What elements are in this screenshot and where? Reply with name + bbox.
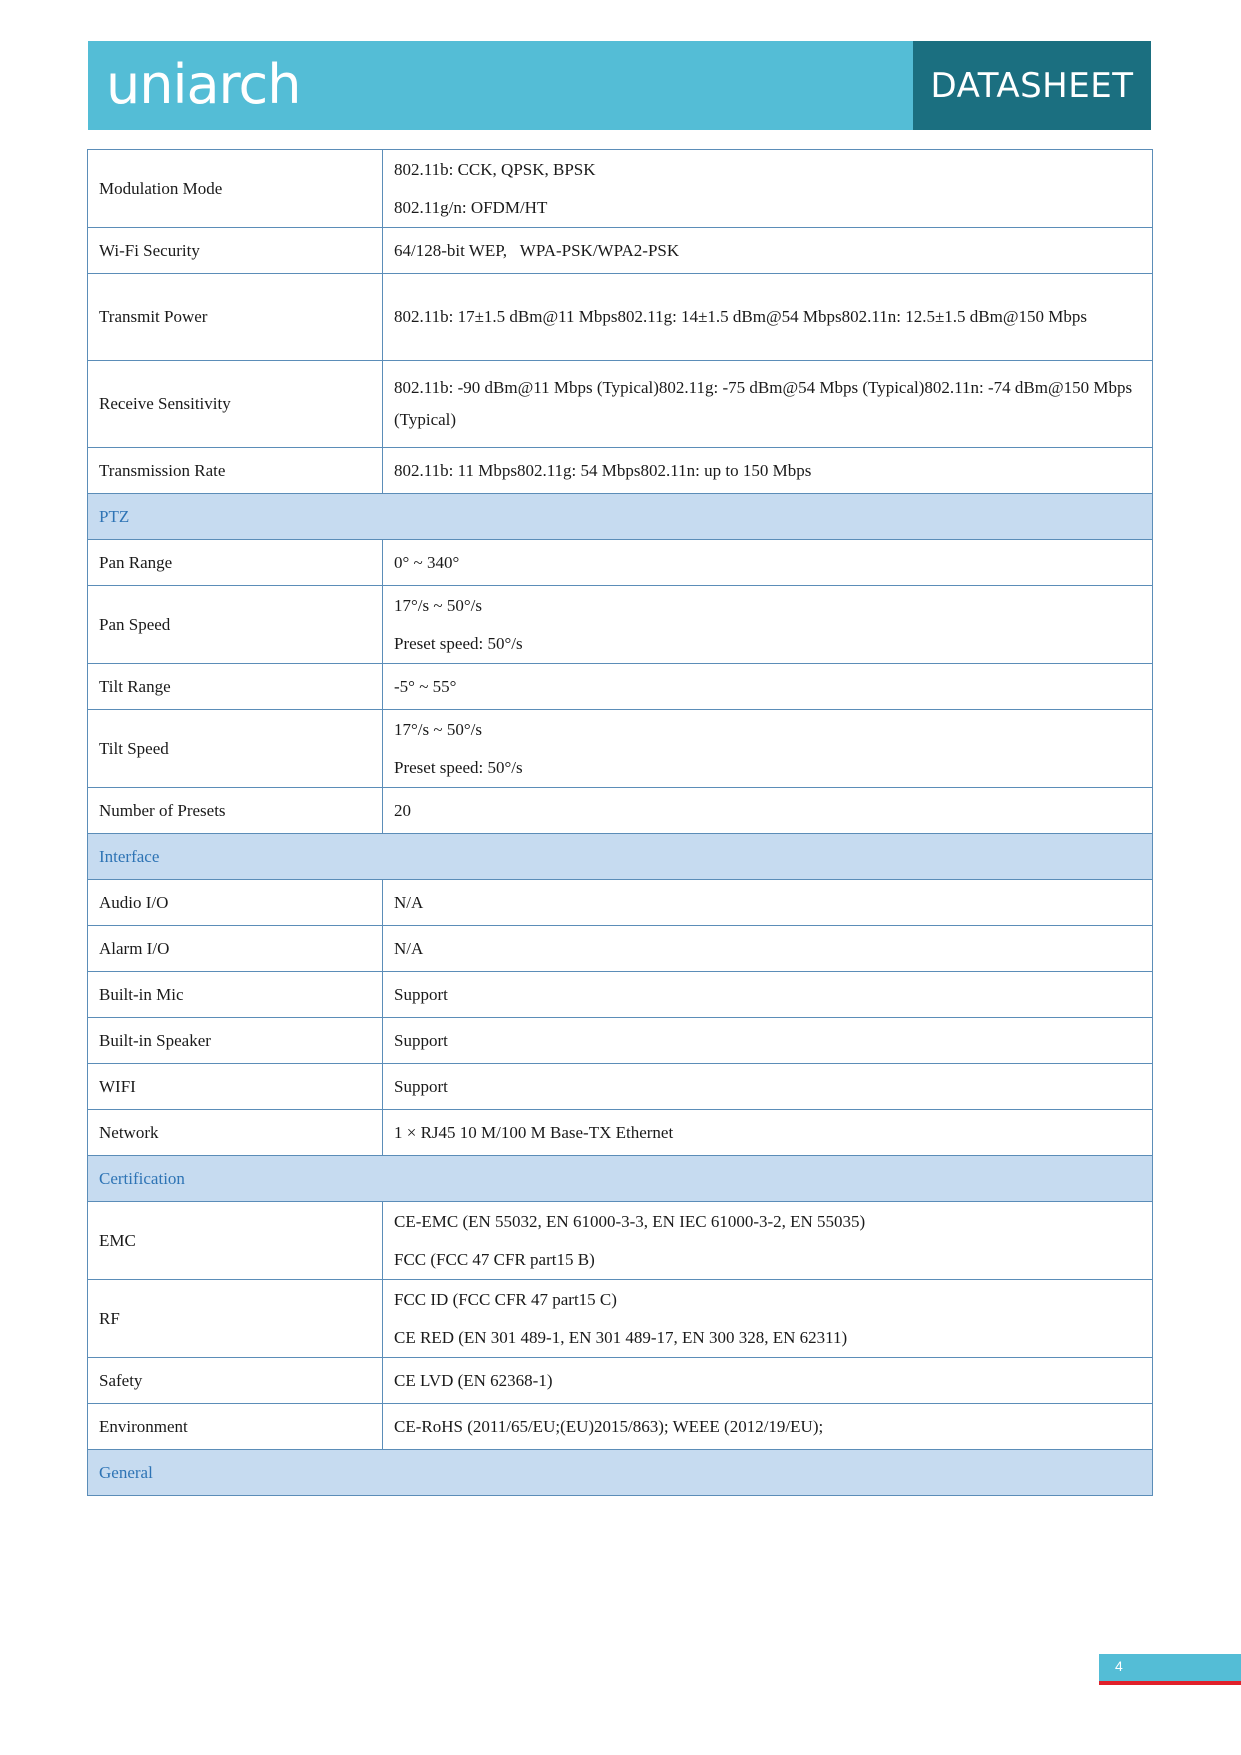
spec-value: Support: [383, 1018, 1153, 1064]
spec-value-line: Preset speed: 50°/s: [394, 757, 523, 777]
spec-row-transmit-power: [88, 274, 1153, 361]
spec-key: Pan Range: [88, 540, 383, 586]
spec-row-transmission-rate: [88, 448, 1153, 494]
spec-key: Environment: [88, 1404, 383, 1450]
section-title: PTZ: [88, 494, 1153, 540]
page-number: 4: [1115, 1658, 1123, 1674]
spec-key: Tilt Range: [88, 664, 383, 710]
spec-key: RF: [88, 1280, 383, 1358]
spec-row-pan-range: [88, 540, 1153, 586]
spec-value: [383, 710, 1153, 788]
section-title: General: [88, 1450, 1153, 1496]
spec-row-receive-sensitivity: [88, 361, 1153, 448]
uniarch-logo: uniarch: [106, 53, 301, 116]
spec-value: N/A: [383, 880, 1153, 926]
spec-key: Alarm I/O: [88, 926, 383, 972]
spec-key: Built-in Mic: [88, 972, 383, 1018]
spec-row-built-in-mic: [88, 972, 1153, 1018]
spec-value-line: CE-EMC (EN 55032, EN 61000-3-3, EN IEC 61000-3-2, EN 55035): [394, 1211, 866, 1231]
spec-row-audio-io: [88, 880, 1153, 926]
spec-value: 1 × RJ45 10 M/100 M Base-TX Ethernet: [383, 1110, 1153, 1156]
spec-row-wifi: [88, 1064, 1153, 1110]
spec-row-tilt-speed: [88, 710, 1153, 788]
spec-value: Support: [383, 1064, 1153, 1110]
spec-value-line: FCC ID (FCC CFR 47 part15 C): [394, 1289, 617, 1309]
spec-value: 64/128-bit WEP, WPA-PSK/WPA2-PSK: [383, 228, 1153, 274]
section-row-ptz: [88, 494, 1153, 540]
spec-row-network: [88, 1110, 1153, 1156]
spec-row-safety: [88, 1358, 1153, 1404]
spec-value: -5° ~ 55°: [383, 664, 1153, 710]
spec-row-number-of-presets: [88, 788, 1153, 834]
section-row-general: [88, 1450, 1153, 1496]
spec-row-emc: [88, 1202, 1153, 1280]
spec-value: CE LVD (EN 62368-1): [383, 1358, 1153, 1404]
section-row-certification: [88, 1156, 1153, 1202]
spec-value-line: Preset speed: 50°/s: [394, 633, 523, 653]
spec-key: Wi-Fi Security: [88, 228, 383, 274]
section-title: Interface: [88, 834, 1153, 880]
spec-value: Support: [383, 972, 1153, 1018]
spec-value: [383, 1202, 1153, 1280]
spec-row-tilt-range: [88, 664, 1153, 710]
datasheet-label-box: [913, 41, 1151, 130]
page-number-tab: [1099, 1654, 1241, 1685]
spec-key: Tilt Speed: [88, 710, 383, 788]
spec-value: 802.11b: 11 Mbps802.11g: 54 Mbps802.11n: up to 150 Mbps: [383, 448, 1153, 494]
header-banner: [88, 41, 1151, 130]
spec-value: [383, 586, 1153, 664]
spec-row-built-in-speaker: [88, 1018, 1153, 1064]
spec-row-environment: [88, 1404, 1153, 1450]
section-row-interface: [88, 834, 1153, 880]
spec-key: WIFI: [88, 1064, 383, 1110]
spec-value: 20: [383, 788, 1153, 834]
spec-value: 802.11b: -90 dBm@11 Mbps (Typical)802.11g: -75 dBm@54 Mbps (Typical)802.11n: -74 dBm@150 Mbps (Typical): [383, 361, 1153, 448]
spec-value-line: FCC (FCC 47 CFR part15 B): [394, 1249, 595, 1269]
spec-row-wifi-security: [88, 228, 1153, 274]
spec-key: Number of Presets: [88, 788, 383, 834]
spec-value: N/A: [383, 926, 1153, 972]
spec-key: Pan Speed: [88, 586, 383, 664]
spec-value: [383, 1280, 1153, 1358]
spec-key: Modulation Mode: [88, 150, 383, 228]
spec-value-line: 17°/s ~ 50°/s: [394, 719, 482, 739]
spec-value-line: 802.11g/n: OFDM/HT: [394, 197, 548, 217]
spec-value: 802.11b: 17±1.5 dBm@11 Mbps802.11g: 14±1.5 dBm@54 Mbps802.11n: 12.5±1.5 dBm@150 Mbps: [383, 274, 1153, 361]
spec-key: Transmit Power: [88, 274, 383, 361]
spec-key: Transmission Rate: [88, 448, 383, 494]
spec-value-line: 802.11b: CCK, QPSK, BPSK: [394, 159, 596, 179]
spec-row-modulation-mode: [88, 150, 1153, 228]
spec-table: [87, 149, 1153, 1496]
spec-key: EMC: [88, 1202, 383, 1280]
spec-value: [383, 150, 1153, 228]
section-title: Certification: [88, 1156, 1153, 1202]
spec-row-alarm-io: [88, 926, 1153, 972]
spec-key: Network: [88, 1110, 383, 1156]
spec-value: CE-RoHS (2011/65/EU;(EU)2015/863); WEEE (2012/19/EU);: [383, 1404, 1153, 1450]
datasheet-label: DATASHEET: [930, 65, 1134, 106]
spec-value: 0° ~ 340°: [383, 540, 1153, 586]
spec-key: Receive Sensitivity: [88, 361, 383, 448]
spec-key: Audio I/O: [88, 880, 383, 926]
spec-row-rf: [88, 1280, 1153, 1358]
spec-value-line: CE RED (EN 301 489-1, EN 301 489-17, EN 300 328, EN 62311): [394, 1327, 848, 1347]
spec-row-pan-speed: [88, 586, 1153, 664]
spec-key: Safety: [88, 1358, 383, 1404]
spec-value-line: 17°/s ~ 50°/s: [394, 595, 482, 615]
spec-key: Built-in Speaker: [88, 1018, 383, 1064]
